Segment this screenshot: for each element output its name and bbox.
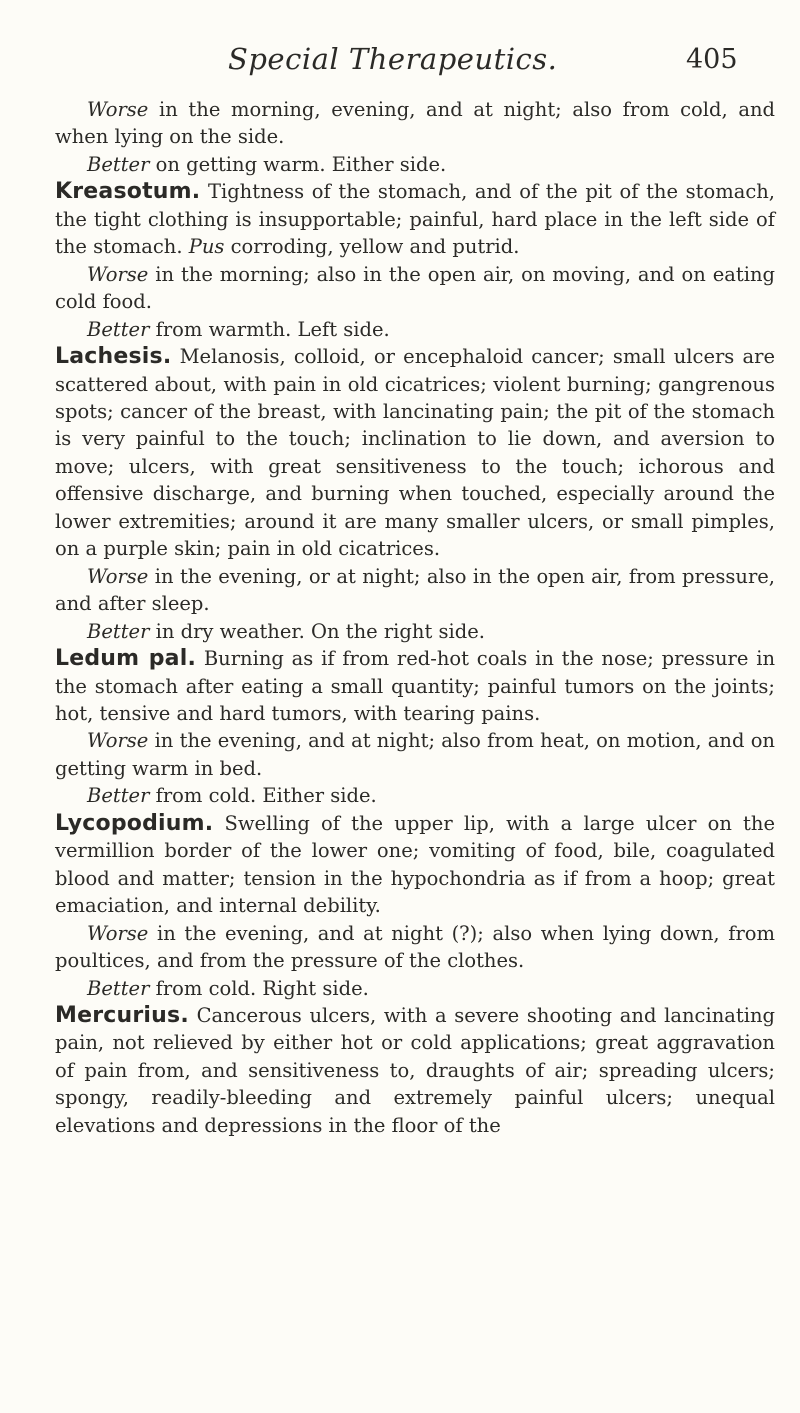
paragraph-text: Cancerous ulcers, with a severe shooting and lancinating pain, not relieved by either hot or cold applications; great aggravation of pain from, and sensitiveness to, draughts of air; spreading ulcers; spongy, readily-bleeding and extremely painful ulcers; unequal elevations and depressions in the floor of the bbox=[55, 1003, 775, 1137]
page-number: 405 bbox=[686, 44, 738, 75]
remedy-paragraph bbox=[55, 1002, 775, 1139]
paragraph-text: in the morning, evening, and at night; also from cold, and when lying on the side. bbox=[55, 98, 775, 149]
paragraph-text: in the evening, and at night (?); also when lying down, from poultices, and from the pressure of the clothes. bbox=[55, 921, 775, 973]
modality-paragraph bbox=[55, 261, 775, 316]
paragraph-text: Burning as if from red-hot coals in the nose; pressure in the stomach after eating a small quantity; painful tumors on the joints; hot, tensive and hard tumors, with tearing pains. bbox=[55, 647, 775, 725]
remedy-paragraph bbox=[55, 343, 775, 563]
remedy-name: Kreasotum. bbox=[55, 179, 201, 205]
modality-paragraph bbox=[55, 96, 775, 151]
remedy-paragraph bbox=[55, 178, 775, 260]
paragraph-text: in dry weather. On the right side. bbox=[149, 619, 485, 643]
paragraph-text: Tightness of the stomach, and of the pit of the stomach, the tight clothing is insupportable; painful, hard place in the left side of the stomach. bbox=[55, 180, 775, 259]
modality-paragraph bbox=[55, 618, 775, 645]
modality-label: Worse bbox=[87, 262, 149, 286]
page-header bbox=[0, 42, 800, 78]
paragraph-text: from warmth. Left side. bbox=[149, 317, 390, 341]
modality-paragraph bbox=[55, 782, 775, 809]
modality-label: Better bbox=[87, 784, 150, 808]
paragraph-text: on getting warm. Either side. bbox=[149, 152, 447, 176]
paragraph-text: Swelling of the upper lip, with a large ulcer on the vermillion border of the lower one; vomiting of food, bile, coagulated blood and matter; tension in the hypochondria as if from a hoop; great emaciation, and internal debility. bbox=[55, 811, 775, 918]
remedy-name: Ledum pal. bbox=[55, 646, 197, 672]
modality-label: Better bbox=[87, 976, 150, 1000]
running-title: Special Therapeutics. bbox=[228, 42, 558, 76]
modality-paragraph bbox=[55, 975, 775, 1002]
modality-label: Better bbox=[87, 317, 150, 341]
remedy-name: Lycopodium. bbox=[55, 810, 214, 836]
remedy-paragraph bbox=[55, 645, 775, 727]
modality-label: Worse bbox=[87, 921, 149, 945]
modality-paragraph bbox=[55, 151, 775, 178]
modality-paragraph bbox=[55, 727, 775, 782]
paragraph-text: from cold. Right side. bbox=[149, 976, 369, 1000]
inline-qualifier: Pus bbox=[188, 235, 225, 259]
paragraph-text: in the morning; also in the open air, on moving, and on eating cold food. bbox=[55, 262, 775, 314]
modality-paragraph bbox=[55, 563, 775, 618]
paragraph-text: corroding, yellow and putrid. bbox=[224, 235, 520, 259]
paragraph-text: from cold. Either side. bbox=[149, 784, 377, 808]
modality-paragraph bbox=[55, 920, 775, 975]
modality-label: Worse bbox=[87, 98, 149, 121]
modality-label: Worse bbox=[87, 729, 149, 753]
modality-paragraph bbox=[55, 316, 775, 343]
paragraph-text: in the evening, and at night; also from heat, on motion, and on getting warm in bed. bbox=[55, 729, 775, 780]
page-body bbox=[55, 96, 775, 1139]
paragraph-text: in the evening, or at night; also in the open air, from pressure, and after sleep. bbox=[55, 564, 775, 616]
remedy-name: Mercurius. bbox=[55, 1002, 189, 1028]
remedy-paragraph bbox=[55, 810, 775, 920]
modality-label: Worse bbox=[87, 564, 149, 588]
remedy-name: Lachesis. bbox=[55, 344, 172, 370]
paragraph-text: Melanosis, colloid, or encephaloid cancer; small ulcers are scattered about, with pain in old cicatrices; violent burning; gangrenous spots; cancer of the breast, with lancinating pain; the pit of the stomach is very painful to the touch; inclination to lie down, and aversion to move; ulcers, with great sensitiveness to the touch; ichorous and offensive discharge, and burning when touched, especially around the lower extremities; around it are many smaller ulcers, or small pimples, on a purple skin; pain in old cicatrices. bbox=[55, 345, 775, 561]
modality-label: Better bbox=[87, 619, 150, 643]
modality-label: Better bbox=[87, 152, 150, 176]
